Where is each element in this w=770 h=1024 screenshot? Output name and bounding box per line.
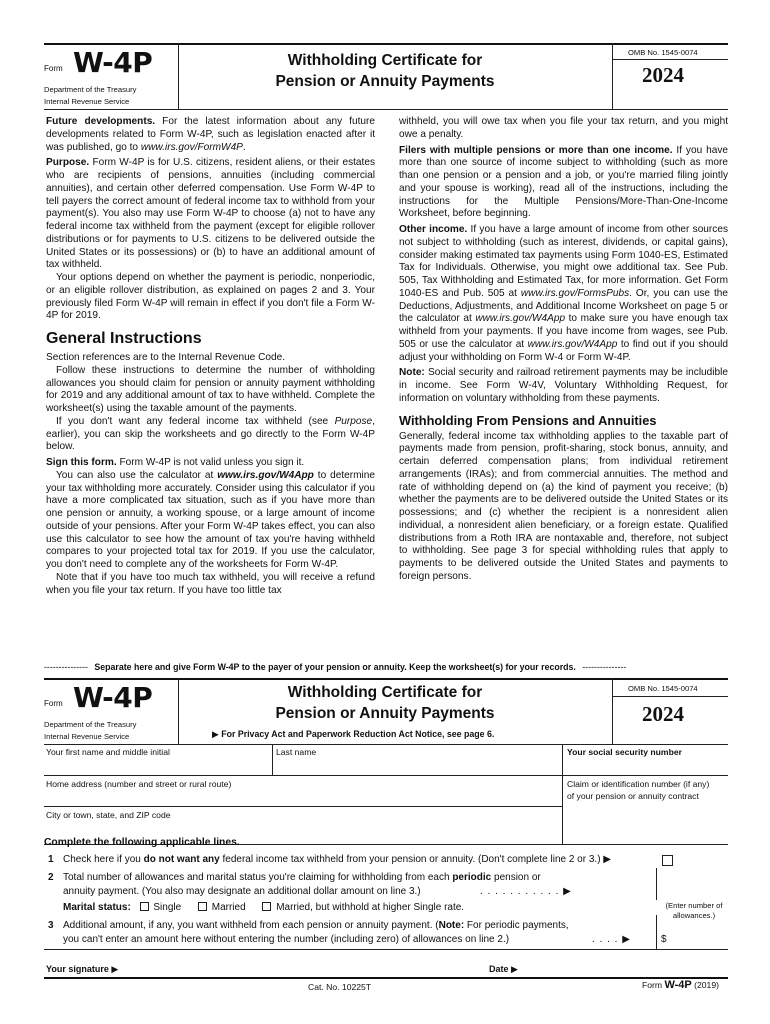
other-income-paragraph: Other income. If you have a large amount of income from other sources not subject to withholding (such as interest, dividends, or capital gains), consider making estimated tax payments using Form 1040-ES, Estimated Tax for Individuals. Otherwise, you might owe additional tax. See Pub. 505, Tax Withholding and Estimated Tax, for more information. Get Form 1040-ES and Pub. 505 at www.irs.gov/FormsPubs. Or, you can use the Deductions, Adjustments, and Additional Income Worksheet on page 5 or the calculator at www.irs.gov/W4App to make sure you have enough tax withheld from your payments. If you have income from wages, see Pub. 505 or use the calculator at www.irs.gov/W4App to find out if you should adjust your withholding on Form W-4 or Form W-4P. xyxy=(399,224,729,363)
city-state-zip-label: City or town, state, and ZIP code xyxy=(46,810,171,820)
instructions-left-column xyxy=(46,116,375,597)
complete-lines-heading: Complete the following applicable lines. xyxy=(44,837,240,848)
dollar-sign: $ xyxy=(661,934,667,945)
line-3-number: 3 xyxy=(48,920,54,931)
refund-paragraph: Note that if you have too much tax withheld, you will receive a refund when you file your tax return. If you have too little tax xyxy=(46,571,375,596)
form-number: W-4P xyxy=(73,46,153,79)
signature-label: Your signature ▶ xyxy=(46,964,119,974)
withholding-pensions-paragraph: Generally, federal income tax withholding applies to the taxable part of payments made from pension, profit-sharing, stock bonus, annuity, and certain deferred compensation plans; from individual retirement arrangements (IRAs); and from commercial annuities. The method and rate of withholding depend on (a) the kind of payment you receive; (b) whether the payments are to be delivered outside the United States or its possessions; and (c) whether the recipient is a nonresident alien individual, a nonresident alien beneficiary, or a foreign estate. Qualified distributions from a Roth IRA are nontaxable and, therefore, not subject to withholding. See page 3 for special withholding rules that apply to payments to be delivered outside the United States and payments to foreign persons. xyxy=(399,430,728,582)
line-2-text: Total number of allowances and marital status you're claiming for withholding from each periodic pension or xyxy=(63,872,541,883)
first-name-label: Your first name and middle initial xyxy=(46,747,170,757)
home-address-label: Home address (number and street or rural route) xyxy=(46,779,232,789)
line-3-text: Additional amount, if any, you want withheld from each pension or annuity payment. (Note: For periodic payments, xyxy=(63,920,569,931)
line-2-number: 2 xyxy=(48,872,54,883)
withheld-continuation: withheld, you will owe tax when you file your tax return, and you might owe a penalty. xyxy=(399,116,728,140)
tax-year: 2024 xyxy=(642,63,684,87)
married-checkbox[interactable] xyxy=(198,902,207,911)
first-name-field[interactable] xyxy=(44,744,272,775)
ssn-field[interactable] xyxy=(562,744,728,775)
omb-number-lower: OMB No. 1545-0074 xyxy=(628,684,698,693)
signature-field[interactable] xyxy=(44,960,484,978)
follow-paragraph: Follow these instructions to determine the number of withholding allowances you should claim for pension or annuity payment withholding for 2019 and any additional amount of tax to have withheld. Complete the worksheet(s) using the taxable amount of the payments. xyxy=(46,364,375,414)
separator-line: --------------- Separate here and give Form W-4P to the payer of your pension or annuity. Keep the worksheet(s) for your records. --------------- xyxy=(44,662,627,672)
form-number-lower: W-4P xyxy=(73,681,153,714)
options-paragraph: Your options depend on whether the payment is periodic, nonperiodic, or an eligible rollover distribution, as explained on pages 2 and 3. Your previously filed Form W-4P will remain in effect if you don't file a Form W-4P for 2019. xyxy=(46,272,375,322)
sign-paragraph: Sign this form. Form W-4P is not valid unless you sign it. xyxy=(46,457,305,468)
future-developments: Future developments. For the latest information about any future developments related to Form W-4P, such as legislation enacted after it was published, go to www.irs.gov/FormW4P. xyxy=(46,116,375,153)
catalog-number: Cat. No. 10225T xyxy=(308,982,372,992)
claim-number-field[interactable] xyxy=(562,775,728,844)
date-field[interactable] xyxy=(486,960,728,978)
marital-status-label: Marital status: xyxy=(63,902,131,913)
no-tax-paragraph: If you don't want any federal income tax withheld (see Purpose, earlier), you can skip the worksheets and go directly to the Form W-4P below. xyxy=(46,415,375,453)
calculator-paragraph: You can also use the calculator at www.irs.gov/W4App to determine your tax withholding more accurately. Consider using this calculator if you have a more complicated tax situation, such as if you have more than one pension or annuity, a working spouse, or a large amount of income outside of your pensions. After your Form W-4P takes effect, you can also use this calculator to see how the amount of tax you're having withheld compares to your projected total tax for 2019. If you use the calculator, you don't need to complete any of the worksheets for Form W-4P. xyxy=(46,469,375,570)
ssn-label: Your social security number xyxy=(567,747,682,757)
line-3-text-cont: you can't enter an amount here without entering the number (including zero) of allowances on line 2.) xyxy=(63,934,510,945)
withholding-pensions-heading: Withholding From Pensions and Annuities xyxy=(399,412,657,428)
married-higher-single-label: Married, but withhold at higher Single rate. xyxy=(276,902,465,913)
instructions-right-column xyxy=(399,116,728,584)
form-word-lower: Form xyxy=(44,699,63,708)
omb-number: OMB No. 1545-0074 xyxy=(628,48,698,57)
home-address-field[interactable] xyxy=(44,775,562,806)
line-1-no-withholding-checkbox[interactable] xyxy=(662,855,673,866)
general-instructions-heading: General Instructions xyxy=(46,330,202,347)
date-label: Date ▶ xyxy=(489,964,518,974)
marital-status-row xyxy=(63,901,464,915)
line-1-text: Check here if you do not want any federal income tax withheld from your pension or annuity. (Don't complete line 2 or 3.) ▶ xyxy=(63,854,611,865)
department-label-lower: Department of the Treasury Internal Revenue Service xyxy=(44,720,137,741)
line-2-text-cont: annuity payment. (You also may designate an additional dollar amount on line 3.) xyxy=(63,886,421,897)
married-higher-single-checkbox[interactable] xyxy=(262,902,271,911)
last-name-label: Last name xyxy=(276,747,317,757)
married-label: Married xyxy=(211,902,246,913)
tax-year-lower: 2024 xyxy=(642,702,684,726)
purpose-paragraph: Purpose. Form W-4P is for U.S. citizens, resident aliens, or their estates who are recipients of pensions, annuities (including commercial annuities), and certain other deferred compensation. Use Form W-4P to tell payers the correct amount of federal income tax to withhold from your payment(s). You also may use Form W-4P to choose (a) not to have any federal income tax withheld from the payment (except for eligible rollover distributions or for payments to U.S. citizens to be delivered outside the United States or its possessions) or (b) to have an additional amount of tax withheld. xyxy=(46,157,375,271)
claim-number-label: Claim or identification number (if any) of your pension or annuity contract xyxy=(567,779,710,801)
department-label: Department of the Treasury Internal Revenue Service xyxy=(44,85,137,106)
line-3-leader-dots: . . . . ▶ xyxy=(592,934,631,945)
note-paragraph: Note: Social security and railroad retirement payments may be includible in income. See Form W-4V, Voluntary Withholding Request, for information on voluntary withholding from these payments. xyxy=(399,367,728,404)
privacy-notice: ▶ For Privacy Act and Paperwork Reduction Act Notice, see page 6. xyxy=(212,729,495,739)
single-checkbox[interactable] xyxy=(140,902,149,911)
footer-form-id: Form W-4P (2019) xyxy=(642,979,719,991)
additional-amount-input[interactable] xyxy=(656,930,728,948)
allowances-input[interactable] xyxy=(656,886,728,900)
last-name-field[interactable] xyxy=(272,744,562,775)
single-label: Single xyxy=(153,902,182,913)
form-title-lower: Withholding Certificate for Pension or Annuity Payments xyxy=(275,684,495,722)
section-references: Section references are to the Internal Revenue Code. xyxy=(46,352,286,363)
enter-number-hint: (Enter number of allowances.) xyxy=(665,901,723,920)
filers-paragraph: Filers with multiple pensions or more than one income. If you have more than one source of income subject to withholding (such as more than one pension or a pension and a job, or you're married filing jointly and your spouse is working), read all of the instructions, including the instructions for the Multiple Pensions/More-Than-One-Income Worksheet, before beginning. xyxy=(399,144,728,220)
form-word: Form xyxy=(44,64,63,73)
line-2-leader-dots: . . . . . . . . . . . ▶ xyxy=(480,886,572,897)
line-1-number: 1 xyxy=(48,854,54,865)
form-title: Withholding Certificate for Pension or Annuity Payments xyxy=(275,52,495,90)
